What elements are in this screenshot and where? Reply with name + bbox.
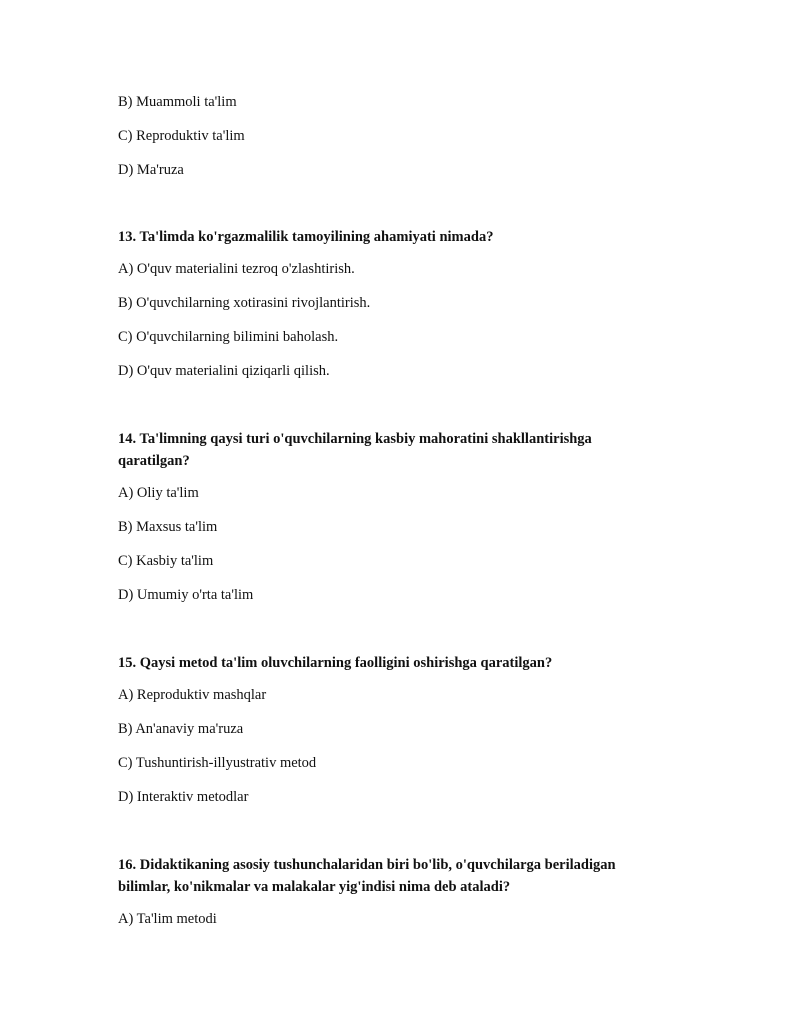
option-c: C) Kasbiy ta'lim xyxy=(118,553,214,569)
question-12-options xyxy=(118,92,678,180)
question-text-line-2: bilimlar, ko'nikmalar va malakalar yig'indisi nima deb ataladi? xyxy=(118,879,511,895)
option-b: B) O'quvchilarning xotirasini rivojlantirish. xyxy=(118,295,371,311)
question-13 xyxy=(118,226,678,381)
quiz-content xyxy=(118,92,678,943)
option-d: D) Ma'ruza xyxy=(118,162,184,178)
option-a: A) O'quv materialini tezroq o'zlashtirish. xyxy=(118,261,355,277)
question-16 xyxy=(118,854,678,929)
option-a: A) Reproduktiv mashqlar xyxy=(118,687,267,703)
option-c: C) O'quvchilarning bilimini baholash. xyxy=(118,329,339,345)
question-text: 15. Qaysi metod ta'lim oluvchilarning faolligini oshirishga qaratilgan? xyxy=(118,655,553,671)
question-14 xyxy=(118,428,678,605)
option-d: D) Interaktiv metodlar xyxy=(118,789,249,805)
question-text: 13. Ta'limda ko'rgazmalilik tamoyilining ahamiyati nimada? xyxy=(118,229,494,245)
option-d: D) Umumiy o'rta ta'lim xyxy=(118,587,254,603)
option-b: B) An'anaviy ma'ruza xyxy=(118,721,244,737)
question-text-line-1: 14. Ta'limning qaysi turi o'quvchilarning kasbiy mahoratini shakllantirishga xyxy=(118,431,592,447)
option-b: B) Maxsus ta'lim xyxy=(118,519,218,535)
question-text-line-2: qaratilgan? xyxy=(118,453,190,469)
question-text-line-1: 16. Didaktikaning asosiy tushunchalaridan biri bo'lib, o'quvchilarga beriladigan xyxy=(118,857,616,873)
option-c: C) Reproduktiv ta'lim xyxy=(118,128,245,144)
question-15 xyxy=(118,652,678,807)
question-text xyxy=(118,428,678,472)
option-d: D) O'quv materialini qiziqarli qilish. xyxy=(118,363,330,379)
option-a: A) Ta'lim metodi xyxy=(118,911,217,927)
option-a: A) Oliy ta'lim xyxy=(118,485,199,501)
option-b: B) Muammoli ta'lim xyxy=(118,94,237,110)
question-text xyxy=(118,854,678,898)
option-c: C) Tushuntirish-illyustrativ metod xyxy=(118,755,317,771)
